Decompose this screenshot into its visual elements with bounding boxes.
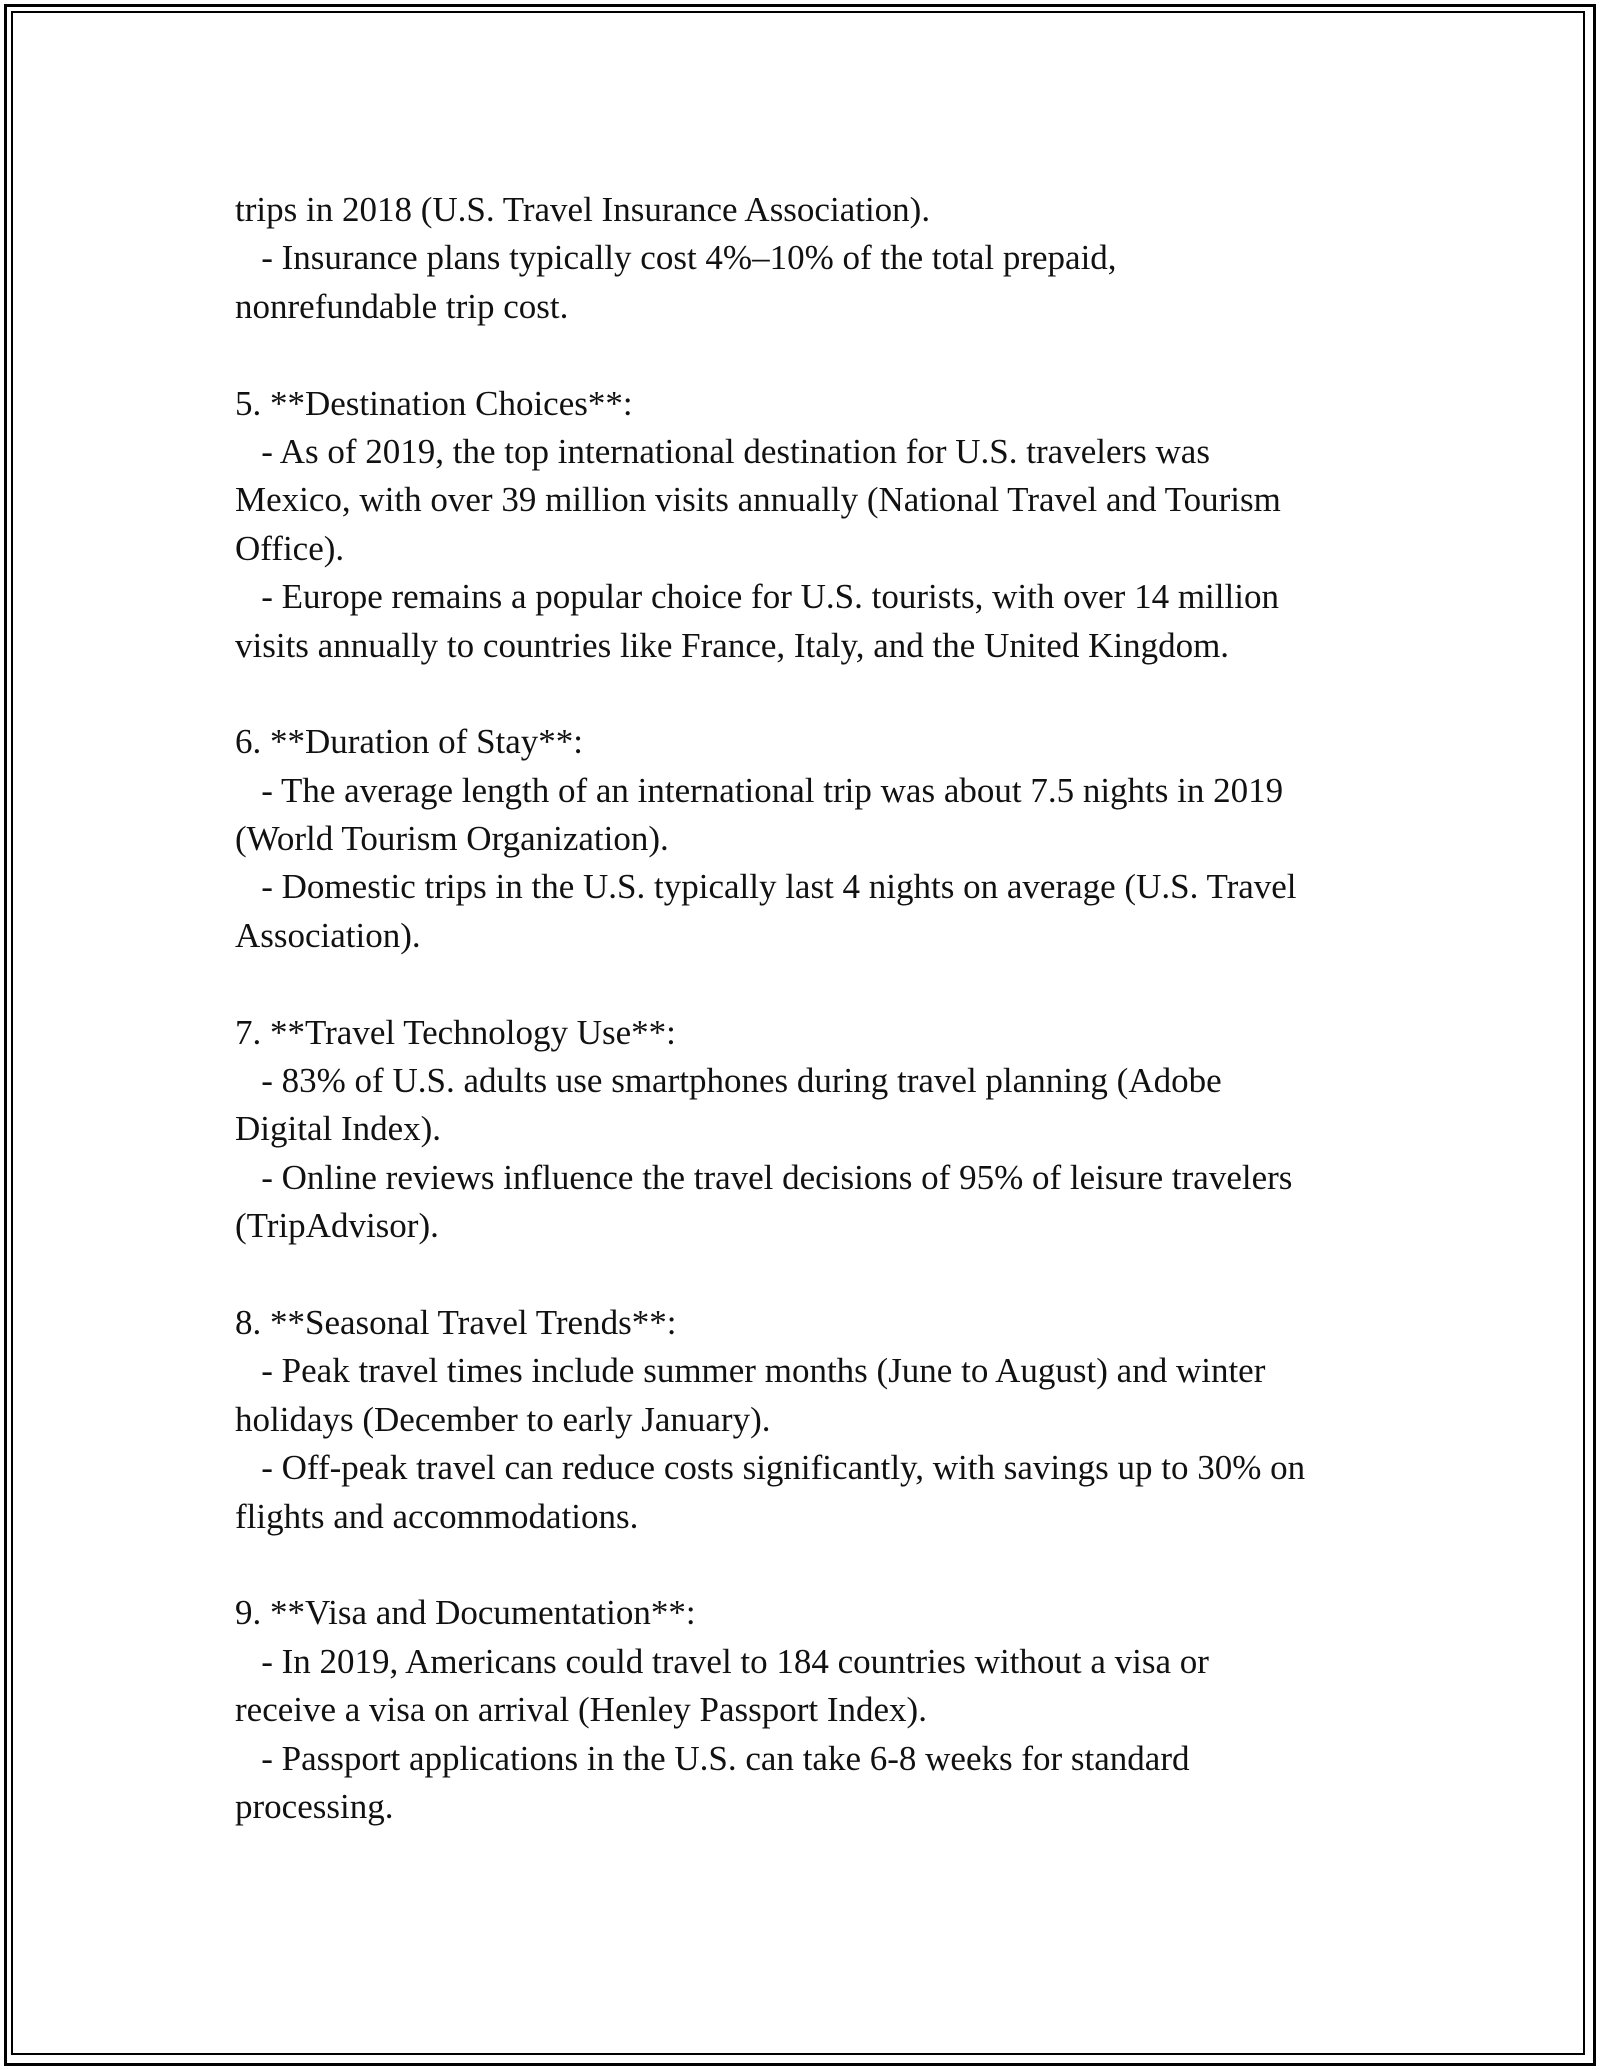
text-line: nonrefundable trip cost. (235, 286, 569, 326)
text-line: trips in 2018 (U.S. Travel Insurance Association). (235, 190, 931, 229)
text-line: visits annually to countries like France, Italy, and the United Kingdom. (235, 625, 1230, 665)
text-line: - The average length of an international trip was about 7.5 nights in 2019 (235, 770, 1284, 810)
text-line: flights and accommodations. (235, 1496, 639, 1536)
text-line: - Off-peak travel can reduce costs significantly, with savings up to 30% on (235, 1448, 1306, 1488)
paragraph-gap (235, 1541, 1385, 1589)
section-seasonal-travel-trends (235, 1299, 1385, 1541)
section-heading: 6. **Duration of Stay**: (235, 722, 584, 762)
text-line: - Insurance plans typically cost 4%–10% of the total prepaid, (235, 238, 1117, 278)
section-heading: 9. **Visa and Documentation**: (235, 1593, 696, 1633)
document-body (235, 186, 1385, 1831)
text-line: Digital Index). (235, 1109, 442, 1149)
text-line: Association). (235, 915, 421, 955)
section-visa-and-documentation (235, 1589, 1385, 1831)
section-heading: 7. **Travel Technology Use**: (235, 1012, 676, 1052)
text-line: Mexico, with over 39 million visits annually (National Travel and Tourism (235, 480, 1281, 520)
paragraph-gap (235, 960, 1385, 1008)
intro-paragraph (235, 186, 1385, 331)
text-line: - In 2019, Americans could travel to 184 countries without a visa or (235, 1641, 1209, 1681)
text-line: (World Tourism Organization). (235, 819, 669, 859)
text-line: - 83% of U.S. adults use smartphones during travel planning (Adobe (235, 1061, 1222, 1101)
text-line: (TripAdvisor). (235, 1206, 439, 1246)
text-line: receive a visa on arrival (Henley Passport Index). (235, 1690, 927, 1730)
text-line: - Passport applications in the U.S. can take 6-8 weeks for standard (235, 1738, 1190, 1778)
text-line: holidays (December to early January). (235, 1399, 771, 1439)
text-line: - As of 2019, the top international destination for U.S. travelers was (235, 431, 1210, 471)
text-line: - Peak travel times include summer months (June to August) and winter (235, 1351, 1266, 1391)
text-line: - Europe remains a popular choice for U.S. tourists, with over 14 million (235, 577, 1279, 617)
paragraph-gap (235, 1251, 1385, 1299)
text-line: processing. (235, 1786, 394, 1826)
section-duration-of-stay (235, 718, 1385, 960)
paragraph-gap (235, 331, 1385, 379)
text-line: - Online reviews influence the travel decisions of 95% of leisure travelers (235, 1157, 1293, 1197)
section-heading: 8. **Seasonal Travel Trends**: (235, 1302, 677, 1342)
section-destination-choices (235, 380, 1385, 670)
text-line: Office). (235, 528, 345, 568)
section-travel-technology-use (235, 1009, 1385, 1251)
paragraph-gap (235, 670, 1385, 718)
text-line: - Domestic trips in the U.S. typically last 4 nights on average (U.S. Travel (235, 867, 1297, 907)
section-heading: 5. **Destination Choices**: (235, 383, 633, 423)
